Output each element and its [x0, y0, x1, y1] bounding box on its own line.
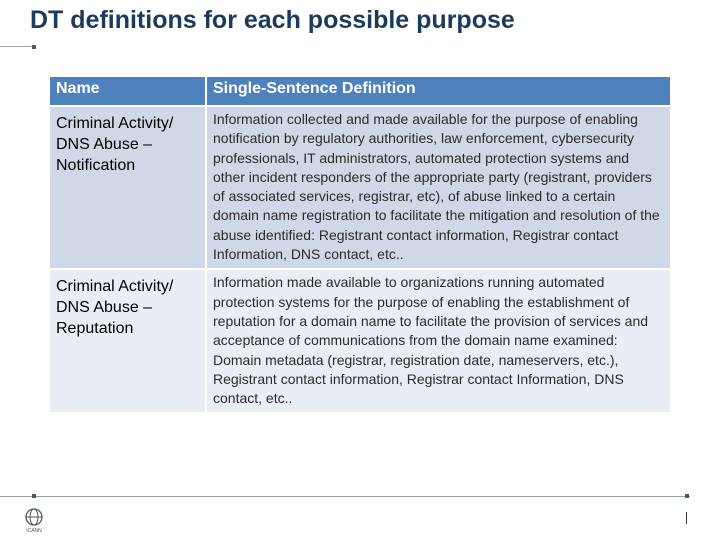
row-name: Criminal Activity/ DNS Abuse – Notification — [50, 107, 207, 270]
footer-rule-marker-right — [685, 494, 689, 498]
definitions-table — [50, 77, 670, 412]
title-underline — [0, 46, 36, 47]
slide-title: DT definitions for each possible purpose — [30, 6, 515, 34]
icann-logo — [22, 506, 46, 534]
footer-rule — [0, 496, 690, 497]
row-definition: Information made available to organizations running automated protection systems for the purpose of enabling the establishment of reputation for a domain name to facilitate the provision of services and acceptance of communications from the domain name examined: Domain metadata (registrar, registration date, nameservers, etc.), Registrant contact information, Registrar contact Information, DNS contact, etc.. — [207, 270, 670, 412]
title-underline-marker — [32, 45, 36, 49]
table-row — [50, 107, 670, 270]
header-definition: Single-Sentence Definition — [207, 77, 670, 107]
table-row — [50, 270, 670, 412]
header-name: Name — [50, 77, 207, 107]
table-header-row — [50, 77, 670, 107]
footer-rule-marker-left — [32, 494, 36, 498]
page-number-marker — [686, 512, 687, 524]
row-definition: Information collected and made available for the purpose of enabling notification by regulatory authorities, law enforcement, cybersecurity professionals, IT administrators, automated protection systems and other incident responders of the appropriate party (registrant, providers of associated services, registrar, etc), of abuse linked to a certain domain name registration to facilitate the mitigation and resolution of the abuse identified: Registrant contact information, Registrar contact Information, DNS contact, etc.. — [207, 107, 670, 270]
logo-text: ICANN — [26, 528, 42, 534]
row-name: Criminal Activity/ DNS Abuse – Reputation — [50, 270, 207, 412]
